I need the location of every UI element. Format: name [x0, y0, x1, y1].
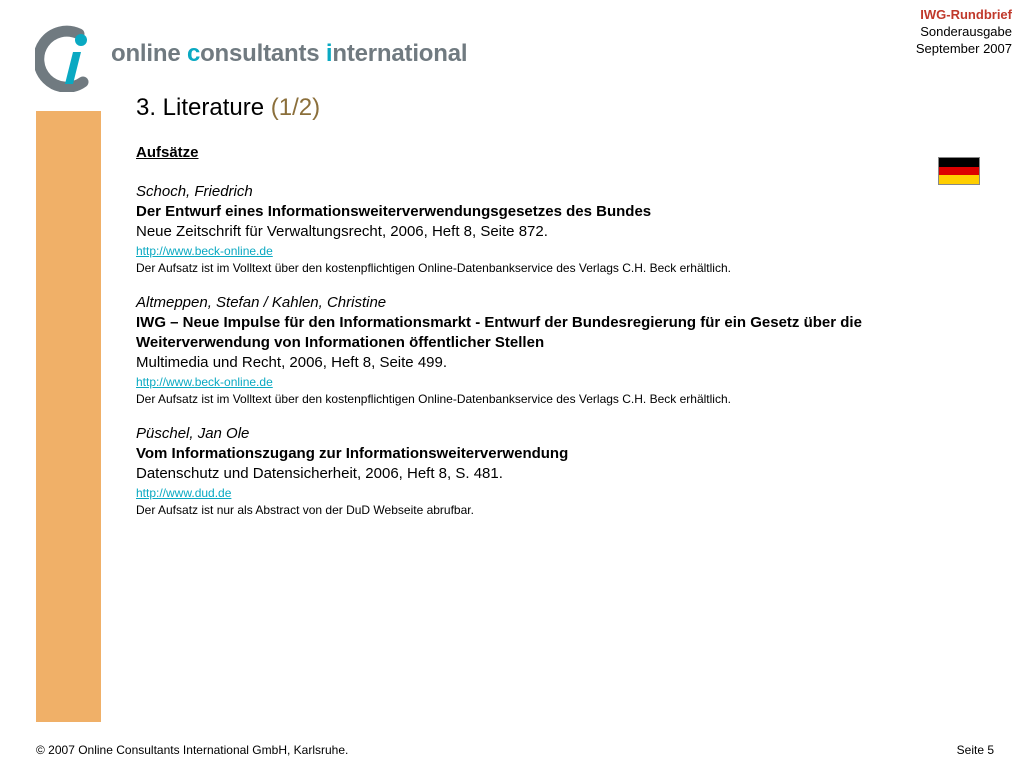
- logo-ci-icon: [35, 24, 97, 92]
- entry-title: Der Entwurf eines Informationsweiterverwendungsgesetzes des Bundes: [136, 203, 652, 220]
- logo-text-c: c: [186, 40, 201, 67]
- literature-entry-1: [136, 182, 936, 277]
- entry-author: Schoch, Friedrich: [136, 183, 253, 200]
- entry-note: Der Aufsatz ist im Volltext über den kostenpflichtigen Online-Datenbankservice des Verlags C.H. Beck erhältlich.: [136, 392, 731, 406]
- entry-author: Altmeppen, Stefan / Kahlen, Christine: [136, 294, 387, 311]
- entry-note: Der Aufsatz ist nur als Abstract von der DuD Webseite abrufbar.: [136, 503, 474, 517]
- company-logo: [35, 24, 475, 94]
- logo-text-2: onsultants: [200, 40, 326, 67]
- slide-title-text: 3. Literature: [136, 94, 265, 121]
- logo-text-1: online: [111, 40, 187, 67]
- flag-stripe-red: [939, 167, 979, 176]
- literature-entry-2: [136, 293, 936, 408]
- entry-author: Püschel, Jan Ole: [136, 425, 250, 442]
- logo-wordmark: [111, 40, 467, 68]
- newsletter-date: September 2007: [915, 41, 1012, 56]
- entry-source: Multimedia und Recht, 2006, Heft 8, Seite 499.: [136, 354, 448, 371]
- german-flag-icon: [938, 157, 980, 185]
- logo-text-3: nternational: [332, 40, 468, 67]
- flag-stripe-black: [939, 158, 979, 167]
- entry-note: Der Aufsatz ist im Volltext über den kostenpflichtigen Online-Datenbankservice des Verlags C.H. Beck erhältlich.: [136, 261, 731, 275]
- sidebar-accent-bar: [36, 111, 101, 722]
- slide-title: [136, 94, 320, 122]
- entry-title: IWG – Neue Impulse für den Informationsmarkt - Entwurf der Bundesregierung für ein Gesetz über die Weiterverwendung von Informationen öffentlicher Stellen: [136, 314, 862, 351]
- slide-page-indicator: (1/2): [270, 94, 321, 121]
- footer-page-number: Seite 5: [956, 743, 994, 757]
- entry-link[interactable]: http://www.beck-online.de: [136, 244, 273, 258]
- literature-list: [136, 144, 936, 535]
- literature-entry-3: [136, 424, 936, 519]
- footer-copyright: © 2007 Online Consultants International GmbH, Karlsruhe.: [36, 743, 349, 757]
- newsletter-header: [916, 6, 1012, 57]
- section-heading: Aufsätze: [136, 144, 199, 161]
- entry-title: Vom Informationszugang zur Informationsweiterverwendung: [136, 445, 569, 462]
- entry-link[interactable]: http://www.dud.de: [136, 486, 232, 500]
- logo-text-i: i: [325, 40, 333, 67]
- newsletter-brand: IWG-Rundbrief: [920, 7, 1012, 22]
- entry-source: Datenschutz und Datensicherheit, 2006, Heft 8, S. 481.: [136, 465, 503, 482]
- flag-stripe-gold: [939, 175, 979, 184]
- entry-link[interactable]: http://www.beck-online.de: [136, 375, 273, 389]
- entry-source: Neue Zeitschrift für Verwaltungsrecht, 2006, Heft 8, Seite 872.: [136, 223, 548, 240]
- newsletter-edition: Sonderausgabe: [920, 24, 1012, 39]
